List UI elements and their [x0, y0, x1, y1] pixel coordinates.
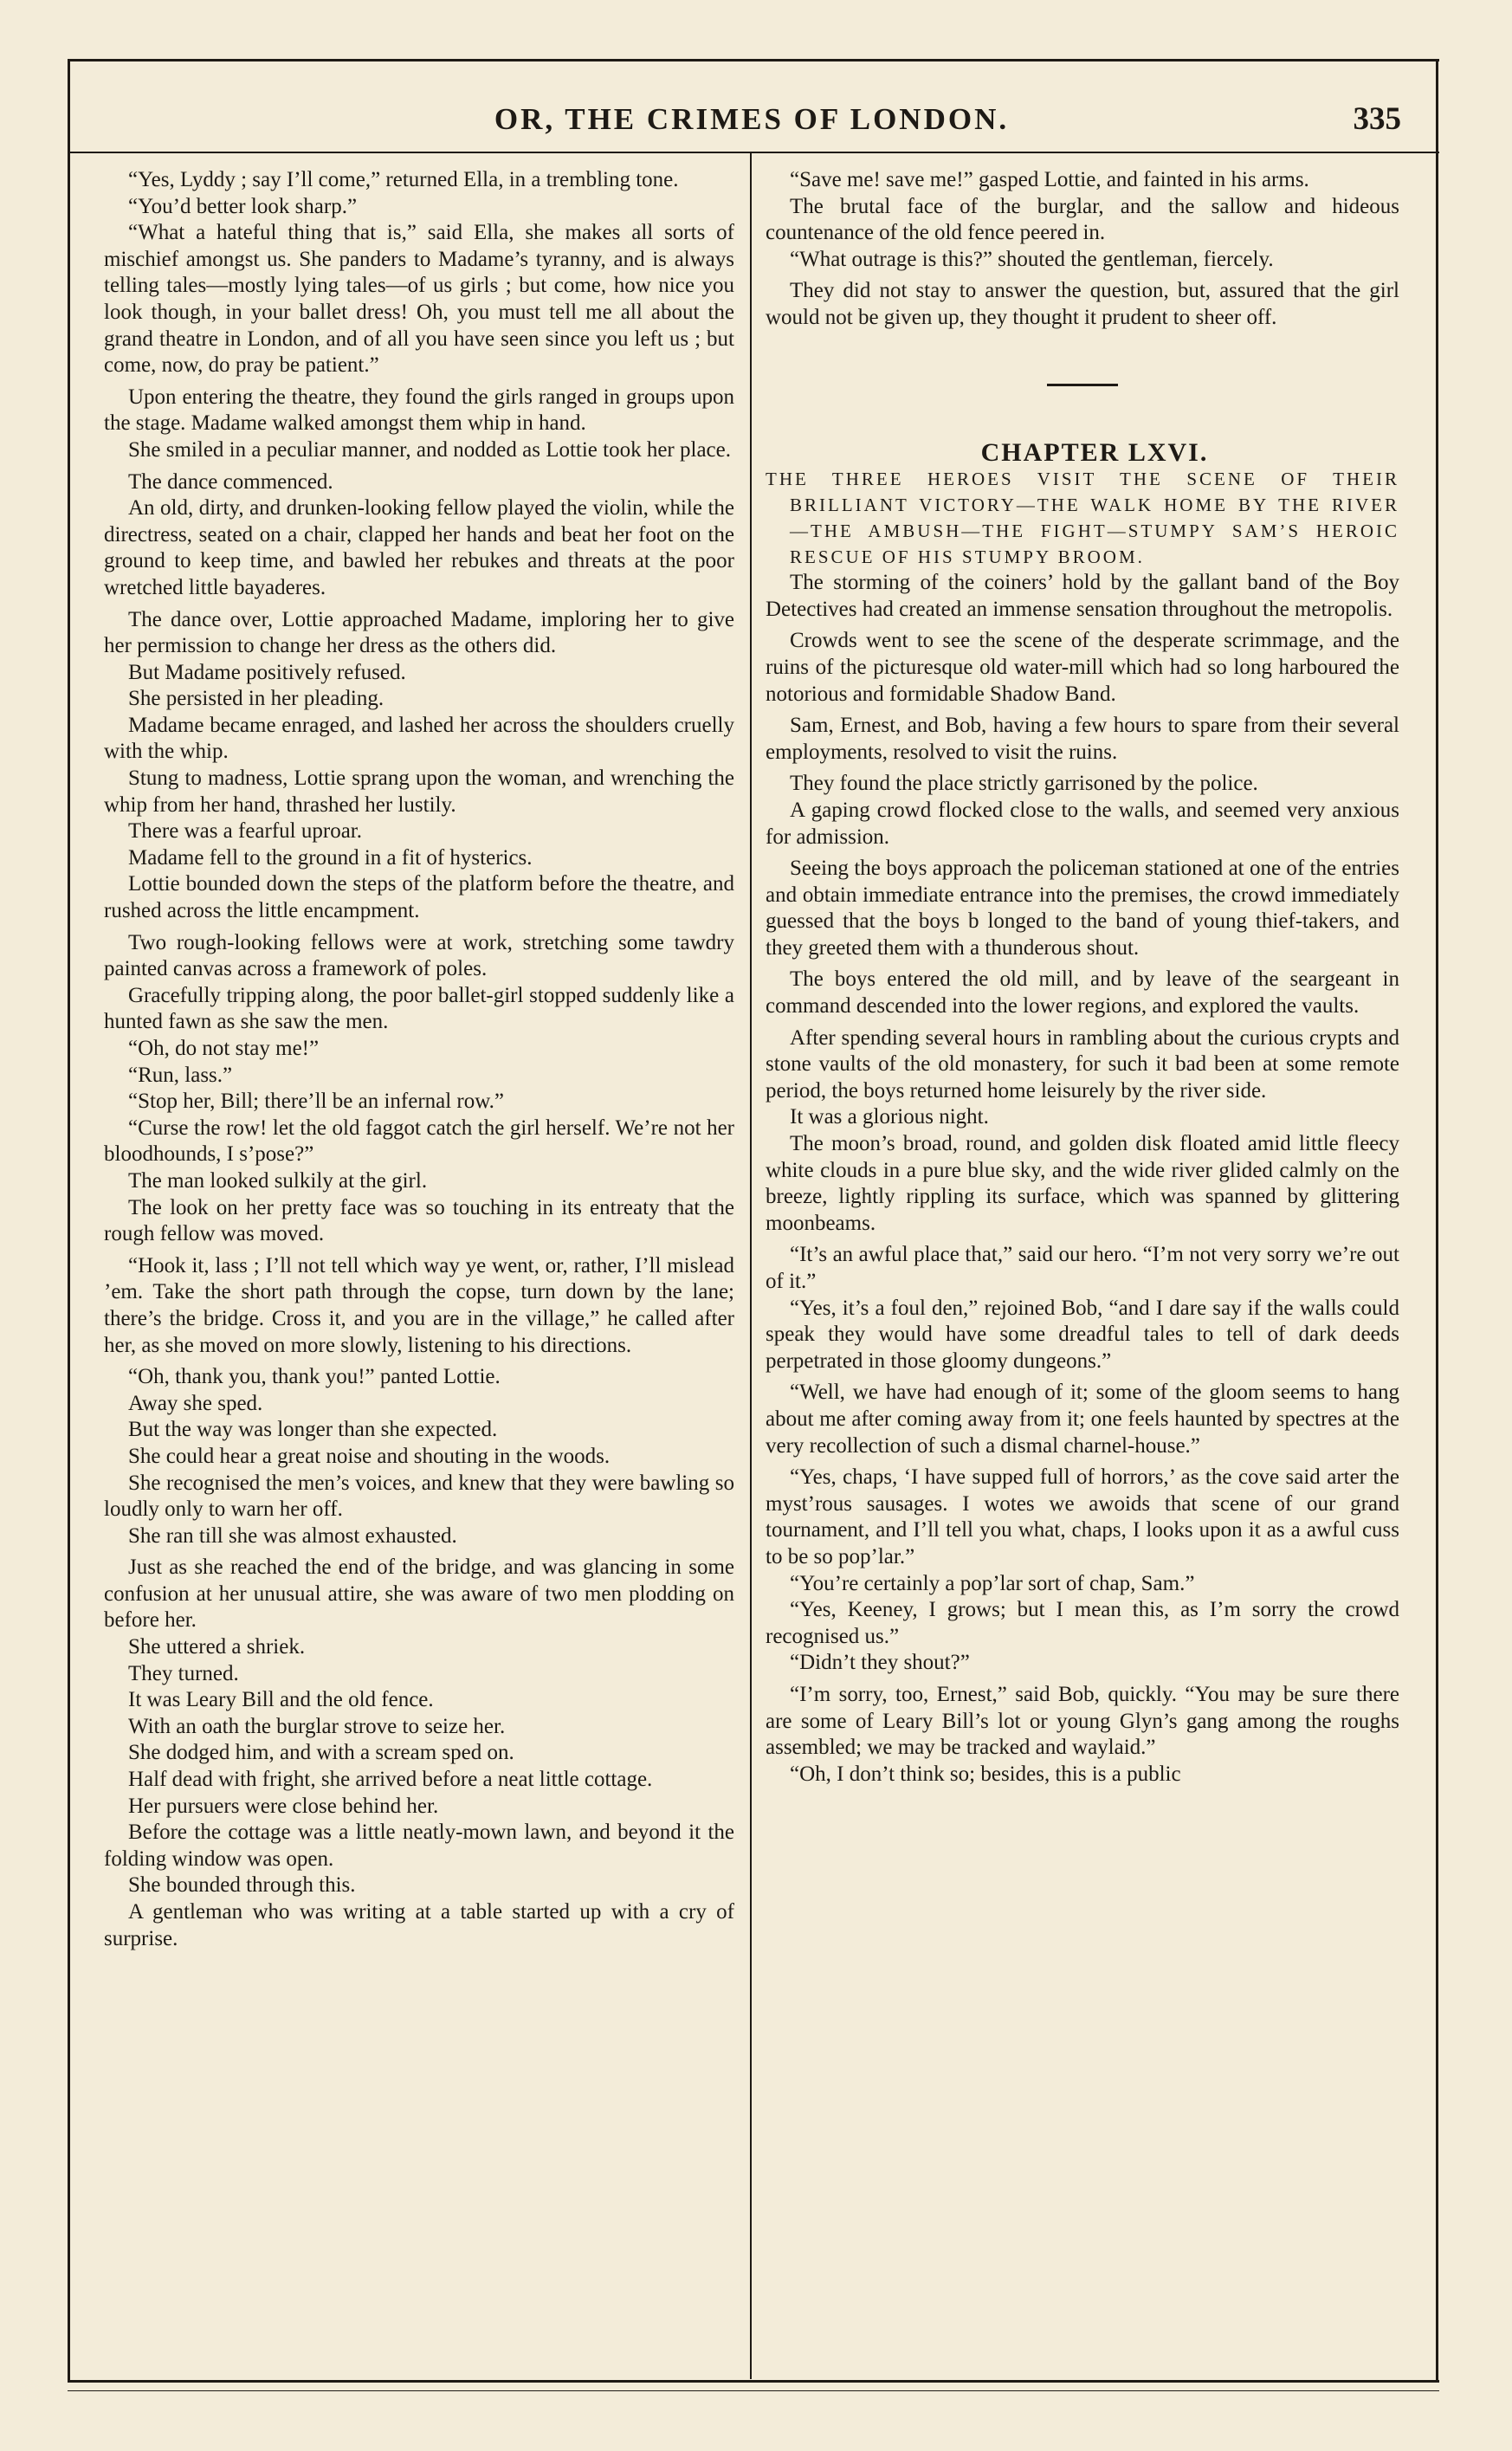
paragraph: “Yes, Lyddy ; say I’ll come,” returned Ella, in a trembling tone.	[128, 168, 679, 191]
paragraph: Lottie bounded down the steps of the platform before the theatre, and rushed across the little encampment.	[104, 872, 734, 923]
paragraph: An old, dirty, and drunken-looking fellow played the violin, while the directress, seated on a chair, clapped her hands and beat her foot on the ground to keep time, and bawled her rebukes and threats at the poor wretched little bayaderes.	[104, 496, 734, 599]
paragraph: Just as she reached the end of the bridge, and was glancing in some confusion at her unusual attire, she was aware of two men plodding on before her.	[104, 1555, 734, 1633]
paragraph: The brutal face of the burglar, and the sallow and hideous countenance of the old fence peered in.	[766, 194, 1399, 245]
paragraph: Before the cottage was a little neatly-mown lawn, and beyond it the folding window was open.	[104, 1820, 734, 1871]
left-border	[68, 59, 70, 2380]
paragraph: “Oh, I don’t think so; besides, this is a public	[790, 1762, 1181, 1786]
paragraph: “Oh, thank you, thank you!” panted Lottie.	[128, 1365, 501, 1389]
paragraph: A gaping crowd flocked close to the walls, and seemed very anxious for admission.	[766, 798, 1399, 849]
section-break-rule	[1047, 384, 1118, 386]
paragraph: Seeing the boys approach the policeman stationed at one of the entries and obtain immediate entrance into the premises, the crowd immediately guessed that the boys b longed to the band of young thief-takers, and they greeted them with a thunderous shout.	[766, 857, 1399, 960]
header-rule	[68, 152, 1439, 153]
paragraph: “What outrage is this?” shouted the gentleman, fiercely.	[790, 247, 1274, 271]
paragraph: Two rough-looking fellows were at work, stretching some tawdry painted canvas across a framework of poles.	[104, 930, 734, 981]
chapter-summary-text: THE THREE HEROES VISIT THE SCENE OF THEIR BRILLIANT VICTORY—THE WALK HOME BY THE RIVER—THE AMBUSH—THE FIGHT—STUMPY SAM’S HEROIC RESCUE OF HIS STUMPY BROOM.	[766, 469, 1399, 568]
bottom-rule	[68, 2380, 1439, 2383]
right-column	[766, 167, 1399, 1788]
paragraph: “You’re certainly a pop’lar sort of chap, Sam.”	[790, 1571, 1195, 1595]
paragraph: She ran till she was almost exhausted.	[128, 1523, 457, 1548]
paragraph: “Didn’t they shout?”	[790, 1651, 970, 1675]
paragraph: “Save me! save me!” gasped Lottie, and fainted in his arms.	[790, 168, 1309, 191]
paragraph: She dodged him, and with a scream sped on.	[128, 1741, 514, 1765]
paragraph: “Oh, do not stay me!”	[128, 1037, 320, 1060]
paragraph: “Curse the row! let the old faggot catch the girl herself. We’re not her bloodhounds, I s’pose?”	[104, 1116, 734, 1167]
paragraph: Madame fell to the ground in a fit of hysterics.	[128, 845, 533, 870]
paragraph: “Yes, Keeney, I grows; but I mean this, as I’m sorry the crowd recognised us.”	[766, 1598, 1399, 1648]
paragraph: “Hook it, lass ; I’ll not tell which way ye went, or, rather, I’ll mislead ’em. Take the short path through the copse, turn down by the lane; there’s the bridge. Cross it, and you are in the village,” he called after her, as she moved on more slowly, listening to his directions.	[104, 1253, 734, 1357]
paragraph: Gracefully tripping along, the poor ballet-girl stopped suddenly like a hunted fawn as she saw the men.	[104, 983, 734, 1034]
chapter-summary	[766, 466, 1399, 570]
paragraph: It was Leary Bill and the old fence.	[128, 1688, 434, 1712]
paragraph: “It’s an awful place that,” said our hero. “I’m not very sorry we’re out of it.”	[766, 1243, 1399, 1293]
running-title: OR, THE CRIMES OF LONDON.	[494, 102, 1010, 136]
paragraph: The boys entered the old mill, and by leave of the seargeant in command descended into the lower regions, and explored the vaults.	[766, 967, 1399, 1019]
paragraph: After spending several hours in rambling about the curious crypts and stone vaults of the old monastery, for such it bad been at some remote period, the boys returned home leisurely by the river side.	[766, 1025, 1399, 1103]
top-rule	[68, 59, 1439, 61]
paragraph: “Stop her, Bill; there’ll be an infernal row.”	[128, 1090, 505, 1114]
paragraph: They did not stay to answer the question, but, assured that the girl would not be given up, they thought it prudent to sheer off.	[766, 279, 1399, 329]
paragraph: She smiled in a peculiar manner, and nodded as Lottie took her place.	[128, 437, 731, 462]
right-border	[1436, 59, 1438, 2380]
paragraph: “You’d better look sharp.”	[128, 194, 358, 218]
chapter-title: CHAPTER LXVI.	[980, 437, 1209, 467]
paragraph: A gentleman who was writing at a table started up with a cry of surprise.	[104, 1900, 734, 1950]
paragraph: Crowds went to see the scene of the desperate scrimmage, and the ruins of the picturesque old water-mill which had so long harboured the notorious and formidable Shadow Band.	[766, 629, 1399, 706]
paragraph: Her pursuers were close behind her.	[128, 1794, 439, 1818]
bottom-rule-thin	[68, 2390, 1439, 2391]
paragraph: She uttered a shriek.	[128, 1635, 306, 1659]
left-column	[104, 167, 734, 1952]
paragraph: Sam, Ernest, and Bob, having a few hours to spare from their several employments, resolved to visit the ruins.	[766, 714, 1399, 764]
paragraph: It was a glorious night.	[790, 1105, 989, 1129]
paragraph: Stung to madness, Lottie sprang upon the woman, and wrenching the whip from her hand, thrashed her lustily.	[104, 766, 734, 817]
paragraph: She bounded through this.	[128, 1873, 356, 1898]
paragraph: “Yes, it’s a foul den,” rejoined Bob, “and I dare say if the walls could speak they would have some dreadful tales to tell of dark deeds perpetrated in those gloomy dungeons.”	[766, 1296, 1399, 1373]
paragraph: “Run, lass.”	[128, 1063, 233, 1087]
paragraph: Away she sped.	[128, 1391, 263, 1415]
paragraph: Half dead with fright, she arrived before a neat little cottage.	[128, 1768, 653, 1792]
page-number: 335	[1353, 101, 1401, 137]
paragraph: The moon’s broad, round, and golden disk floated amid little fleecy white clouds in a pure blue sky, and the wide river glided calmly on the breeze, lightly rippling its surface, which was spanned by glittering moonbeams.	[766, 1132, 1399, 1235]
paragraph: The storming of the coiners’ hold by the gallant band of the Boy Detectives had created an immense sensation throughout the metropolis.	[766, 571, 1399, 621]
paragraph: Upon entering the theatre, they found the girls ranged in groups upon the stage. Madame walked amongst them whip in hand.	[104, 385, 734, 436]
paragraph: “Well, we have had enough of it; some of the gloom seems to hang about me after coming away from it; one feels haunted by spectres at the very recollection of such a dismal charnel-house.”	[766, 1381, 1399, 1458]
paragraph: There was a fearful uproar.	[128, 819, 362, 844]
paragraph: They found the place strictly garrisoned by the police.	[790, 772, 1258, 796]
paragraph: With an oath the burglar strove to seize her.	[128, 1714, 506, 1738]
column-divider	[750, 153, 752, 2379]
paragraph: They turned.	[128, 1661, 239, 1685]
paragraph: “I’m sorry, too, Ernest,” said Bob, quickly. “You may be sure there are some of Leary Bill’s lot or young Glyn’s gang among the roughs assembled; we may be tracked and waylaid.”	[766, 1682, 1399, 1760]
paragraph: She could hear a great noise and shouting in the woods.	[128, 1444, 611, 1468]
paragraph: She recognised the men’s voices, and knew that they were bawling so loudly only to warn her off.	[104, 1471, 734, 1522]
paragraph: The man looked sulkily at the girl.	[128, 1168, 428, 1193]
paragraph: The dance over, Lottie approached Madame, imploring her to give her permission to change her dress as the others did.	[104, 607, 734, 658]
paragraph: The look on her pretty face was so touching in its entreaty that the rough fellow was moved.	[104, 1195, 734, 1246]
paragraph: “Yes, chaps, ‘I have supped full of horrors,’ as the cove said arter the myst’rous sausages. I wotes we awoids that scene of our grand tournament, and I’ll tell you what, chaps, I looks upon it as a awful cuss to be so pop’lar.”	[766, 1465, 1399, 1568]
paragraph: “What a hateful thing that is,” said Ella, she makes all sorts of mischief amongst us. She panders to Madame’s tyranny, and is always telling tales—mostly lying tales—of us girls ; but come, how nice you look though, in your ballet dress! Oh, you must tell me all about the grand theatre in London, and of all you have seen since you left us ; but come, now, do pray be patient.”	[104, 221, 734, 378]
paragraph: But Madame positively refused.	[128, 660, 406, 684]
paragraph: Madame became enraged, and lashed her across the shoulders cruelly with the whip.	[104, 713, 734, 764]
paragraph: But the way was longer than she expected.	[128, 1418, 498, 1442]
page-header	[68, 97, 1436, 149]
paragraph: The dance commenced.	[128, 469, 333, 494]
paragraph: She persisted in her pleading.	[128, 687, 384, 711]
